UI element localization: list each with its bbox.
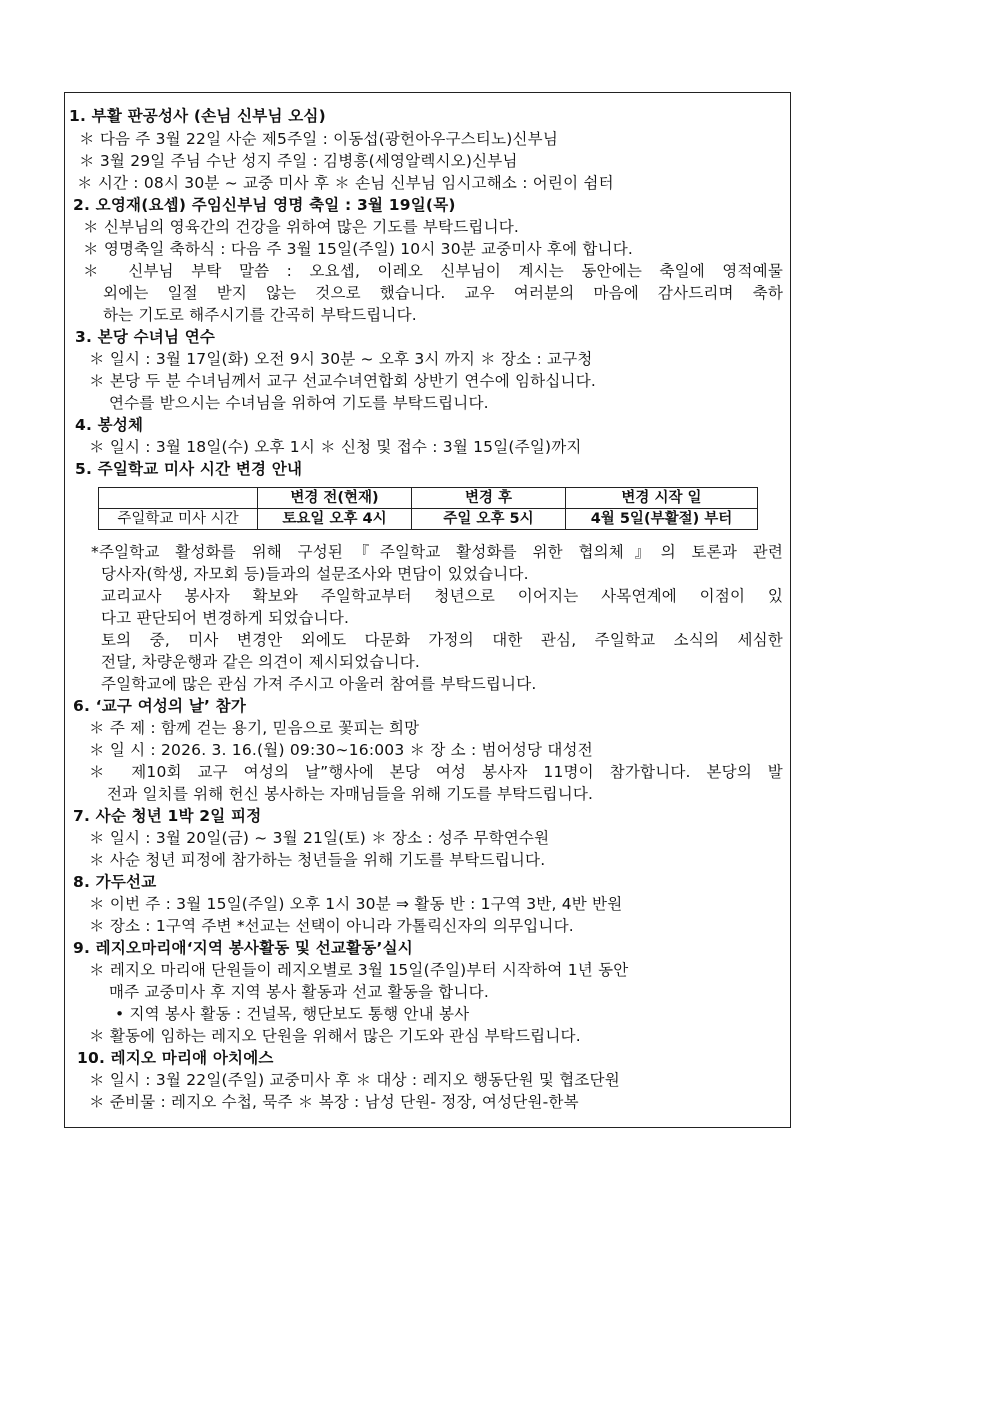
section-8-line: ＊ 장소 : 1구역 주변 *선교는 선택이 아니라 가톨릭신자의 의무입니다. [89,917,574,935]
section-2-line: ＊ 영명축일 축하식 : 다음 주 3월 15일(주일) 10시 30분 교중미사 후에 합니다. [83,240,634,258]
section-6-line: ＊ 주 제 : 함께 걷는 용기, 믿음으로 꽃피는 희망 [89,719,420,737]
table-header-cell [99,488,258,509]
table-cell: 주일 오후 5시 [412,509,566,530]
table-header-row [99,488,758,509]
section-8-title: 8. 가두선교 [73,873,157,891]
section-1-title: 1. 부활 판공성사 (손님 신부님 오심) [69,107,326,125]
section-5-line: 토의 중, 미사 변경안 외에도 다문화 가정의 대한 관심, 주일학교 소식의 세심한 [101,631,783,649]
table-cell: 4월 5일(부활절) 부터 [566,509,758,530]
section-3-line: ＊ 일시 : 3월 17일(화) 오전 9시 30분 ~ 오후 3시 까지 ＊ 장소 : 교구청 [89,350,593,368]
section-2-line: ＊ 신부님 부탁 말씀 : 오요셉, 이레오 신부님이 계시는 동안에는 축일에 영적예물 [83,262,783,280]
table-header-cell: 변경 후 [412,488,566,509]
section-3-line: 연수를 받으시는 수녀님을 위하여 기도를 부탁드립니다. [109,394,489,412]
section-7-title: 7. 사순 청년 1박 2일 피정 [73,807,262,825]
section-2-line: 외에는 일절 받지 않는 것으로 했습니다. 교우 여러분의 마음에 감사드리며 축하 [103,284,783,302]
section-9-title: 9. 레지오마리애‘지역 봉사활동 및 선교활동’실시 [73,939,413,957]
section-10-title: 10. 레지오 마리애 아치에스 [77,1049,274,1067]
section-6-line: 전과 일치를 위해 헌신 봉사하는 자매님들을 위해 기도를 부탁드립니다. [107,785,594,803]
table-row [99,509,758,530]
section-10-line: ＊ 준비물 : 레지오 수첩, 묵주 ＊ 복장 : 남성 단원- 정장, 여성단원-한복 [89,1093,579,1111]
section-5-line: 교리교사 봉사자 확보와 주일학교부터 청년으로 이어지는 사목연계에 이점이 있 [101,587,783,605]
section-1-line: ＊ 3월 29일 주님 수난 성지 주일 : 김병흥(세영알렉시오)신부님 [79,152,518,170]
section-7-line: ＊ 일시 : 3월 20일(금) ~ 3월 21일(토) ＊ 장소 : 성주 무학연수원 [89,829,550,847]
section-5-line: 다고 판단되어 변경하게 되었습니다. [101,609,350,627]
bulletin-notice-box [64,92,791,1128]
section-3-title: 3. 본당 수녀님 연수 [75,328,216,346]
schedule-change-table [98,487,758,530]
section-9-line: 매주 교중미사 후 지역 봉사 활동과 선교 활동을 합니다. [109,983,489,1001]
section-5-line: *주일학교 활성화를 위해 구성된『주일학교 활성화를 위한 협의체』의 토론과 관련 [91,543,783,561]
section-6-line: ＊ 제10회 교구 여성의 날”행사에 본당 여성 봉사자 11명이 참가합니다. 본당의 발 [89,763,783,781]
section-7-line: ＊ 사순 청년 피정에 참가하는 청년들을 위해 기도를 부탁드립니다. [89,851,546,869]
section-4-line: ＊ 일시 : 3월 18일(수) 오후 1시 ＊ 신청 및 접수 : 3월 15일(주일)까지 [89,438,582,456]
section-2-line: 하는 기도로 해주시기를 간곡히 부탁드립니다. [103,306,417,324]
section-2-line: ＊ 신부님의 영육간의 건강을 위하여 많은 기도를 부탁드립니다. [83,218,520,236]
section-8-line: ＊ 이번 주 : 3월 15일(주일) 오후 1시 30분 ⇒ 활동 반 : 1구역 3반, 4반 반원 [89,895,623,913]
section-5-line: 당사자(학생, 자모회 등)들과의 설문조사와 면담이 있었습니다. [101,565,529,583]
section-9-line: • 지역 봉사 활동 : 건널목, 행단보도 통행 안내 봉사 [115,1005,470,1023]
section-3-line: ＊ 본당 두 분 수녀님께서 교구 선교수녀연합회 상반기 연수에 임하십니다. [89,372,596,390]
table-header-cell: 변경 시작 일 [566,488,758,509]
section-10-line: ＊ 일시 : 3월 22일(주일) 교중미사 후 ＊ 대상 : 레지오 행동단원 및 협조단원 [89,1071,620,1089]
section-9-line: ＊ 활동에 임하는 레지오 단원을 위해서 많은 기도와 관심 부탁드립니다. [89,1027,581,1045]
section-5-title: 5. 주일학교 미사 시간 변경 안내 [75,460,303,478]
section-9-line: ＊ 레지오 마리애 단원들이 레지오별로 3월 15일(주일)부터 시작하여 1년 동안 [89,961,629,979]
section-5-line: 전달, 차량운행과 같은 의견이 제시되었습니다. [101,653,421,671]
table-header-cell: 변경 전(현재) [258,488,412,509]
section-2-title: 2. 오영재(요셉) 주임신부님 영명 축일 : 3월 19일(목) [73,196,456,214]
section-6-line: ＊ 일 시 : 2026. 3. 16.(월) 09:30∼16:003 ＊ 장 소 : 범어성당 대성전 [89,741,593,759]
section-5-line: 주일학교에 많은 관심 가져 주시고 아울러 참여를 부탁드립니다. [101,675,537,693]
section-4-title: 4. 봉성체 [75,416,144,434]
table-cell: 주일학교 미사 시간 [99,509,258,530]
section-1-line: ＊ 시간 : 08시 30분 ~ 교중 미사 후 ＊ 손님 신부님 임시고해소 : 어린이 쉼터 [77,174,614,192]
section-1-line: ＊ 다음 주 3월 22일 사순 제5주일 : 이동섭(광헌아우구스티노)신부님 [79,130,559,148]
table-cell: 토요일 오후 4시 [258,509,412,530]
section-6-title: 6. ‘교구 여성의 날’ 참가 [73,697,247,715]
